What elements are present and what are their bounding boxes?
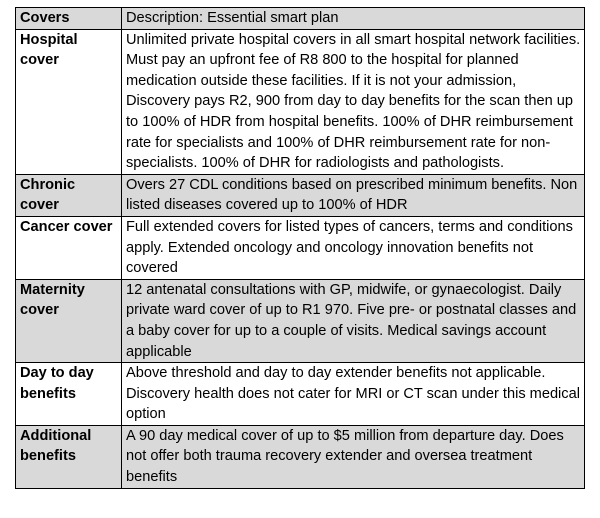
column-header-description: Description: Essential smart plan (122, 8, 585, 30)
plan-comparison-table (15, 7, 585, 489)
row-description: A 90 day medical cover of up to $5 million from departure day. Does not offer both trauma recovery extender and oversea treatment benefits (122, 425, 585, 488)
row-label: Hospital cover (16, 29, 122, 174)
row-label: Cancer cover (16, 216, 122, 279)
row-description: Overs 27 CDL conditions based on prescribed minimum benefits. Non listed diseases covered up to 100% of HDR (122, 174, 585, 216)
table-header-row (16, 8, 585, 30)
row-label: Chronic cover (16, 174, 122, 216)
row-description: Above threshold and day to day extender benefits not applicable. Discovery health does not cater for MRI or CT scan under this medical option (122, 363, 585, 426)
row-label: Additional benefits (16, 425, 122, 488)
row-description: Unlimited private hospital covers in all smart hospital network facilities. Must pay an upfront fee of R8 800 to the hospital for planned medication outside these facilities. If it is not your admission, Discovery pays R2, 900 from day to day benefits for the scan then up to 100% of HDR from hospital benefits. 100% of DHR reimbursement rate for specialists and 100% of DHR reimbursement rate for non-specialists. 100% of DHR for radiologists and pathologists. (122, 29, 585, 174)
table-row-maternity-cover (16, 279, 585, 362)
row-description: Full extended covers for listed types of cancers, terms and conditions apply. Extended oncology and oncology innovation benefits not covered (122, 216, 585, 279)
row-label: Day to day benefits (16, 363, 122, 426)
row-description: 12 antenatal consultations with GP, midwife, or gynaecologist. Daily private ward cover of up to R1 970. Five pre- or postnatal classes and a baby cover for up to a couple of visits. Medical savings account applicable (122, 279, 585, 362)
table-row-cancer-cover (16, 216, 585, 279)
table-row-hospital-cover (16, 29, 585, 174)
table-row-additional-benefits (16, 425, 585, 488)
table-row-chronic-cover (16, 174, 585, 216)
row-label: Maternity cover (16, 279, 122, 362)
column-header-covers: Covers (16, 8, 122, 30)
table-row-day-to-day-benefits (16, 363, 585, 426)
